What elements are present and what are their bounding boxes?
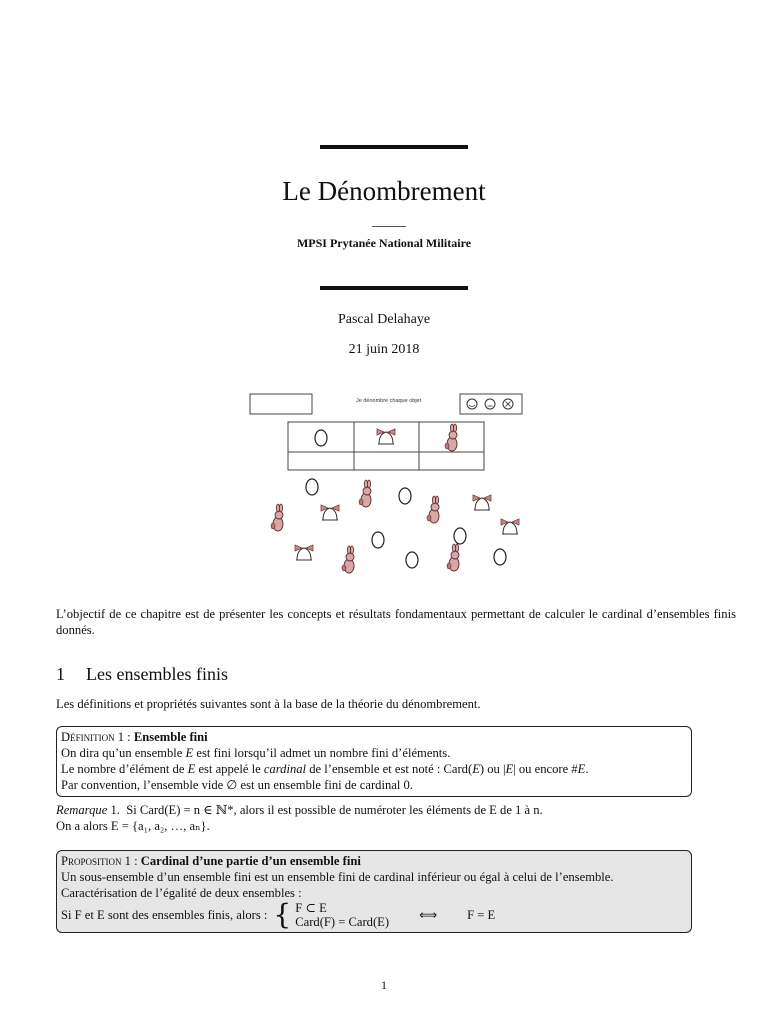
worksheet-illustration	[246, 390, 536, 586]
definition-line-3: Par convention, l’ensemble vide ∅ est un ensemble fini de cardinal 0.	[61, 778, 413, 792]
section-title: Les ensembles finis	[86, 664, 228, 684]
section-number: 1	[56, 664, 65, 684]
worksheet-name-box	[250, 394, 312, 414]
definition-name: Ensemble fini	[133, 730, 208, 744]
title-top-rule	[320, 145, 468, 149]
smiley-sad-icon	[503, 399, 513, 409]
remark-line-2: On a alors E = {a₁, a₂, …, aₙ}.	[56, 819, 210, 833]
equation-system: F ⊂ E Card(F) = Card(E)	[295, 901, 390, 929]
author: Pascal Delahaye	[337, 312, 431, 327]
remark-label: Remarque	[56, 803, 108, 817]
smiley-happy-icon	[467, 399, 477, 409]
rabbit-icon	[445, 424, 457, 451]
object-rabbit	[447, 544, 459, 571]
intro-paragraph: L’objectif de ce chapitre est de présenter les concepts et résultats fondamentaux permettant de calculer le cardinal d’ensembles finis donnés.	[56, 607, 736, 637]
object-bell	[501, 519, 519, 534]
smiley-neutral-icon	[485, 399, 495, 409]
proposition-name: Cardinal d’une partie d’un ensemble fini	[140, 854, 361, 868]
proposition-characterisation: Si F et E sont des ensembles finis, alors : { F ⊂ E Card(F) = Card(E) ⟺ F = E	[61, 898, 496, 931]
object-bell	[473, 495, 491, 510]
definition-line-2: Le nombre d’élément de E est appelé le cardinal de l’ensemble et est noté : Card(E) ou |E| ou encore #E.	[61, 762, 589, 776]
object-rabbit	[271, 504, 283, 531]
title-separator	[372, 226, 406, 227]
remark	[56, 802, 543, 834]
title-bottom-rule	[320, 286, 468, 290]
section-intro: Les définitions et propriétés suivantes sont à la base de la théorie du dénombrement.	[56, 697, 481, 711]
proposition-header	[61, 853, 689, 869]
page-number: 1	[381, 978, 387, 992]
section-heading	[56, 664, 228, 685]
object-egg	[454, 528, 466, 544]
object-egg	[306, 479, 318, 495]
object-egg	[494, 549, 506, 565]
proposition-line-1: Un sous-ensemble d’un ensemble fini est un ensemble fini de cardinal inférieur ou égal à celui de l’ensemble.	[61, 870, 614, 884]
egg-icon	[315, 430, 327, 446]
definition-header	[61, 729, 689, 745]
proposition-label: Proposition 1 :	[61, 854, 138, 868]
remark-line-1: Remarque 1. Si Card(E) = n ∈ ℕ*, alors il est possible de numéroter les éléments de E de 1 à n.	[56, 803, 543, 817]
object-rabbit	[427, 496, 439, 523]
proposition-box	[56, 850, 692, 933]
object-egg	[406, 552, 418, 568]
bell-icon	[377, 429, 395, 444]
left-brace: {	[273, 898, 292, 931]
object-rabbit	[342, 546, 354, 573]
proposition-result: F = E	[467, 908, 496, 922]
proposition-line-2: Caractérisation de l’égalité de deux ensembles :	[61, 886, 302, 900]
object-bell	[295, 545, 313, 560]
object-bell	[321, 505, 339, 520]
definition-label: Définition 1 :	[61, 730, 131, 744]
object-rabbit	[359, 480, 371, 507]
equivalence-symbol: ⟺	[419, 907, 438, 922]
object-egg	[372, 532, 384, 548]
object-egg	[399, 488, 411, 504]
page-title: Le Dénombrement	[282, 176, 486, 206]
definition-box	[56, 726, 692, 797]
worksheet-instruction: Je dénombre chaque objet	[356, 398, 422, 404]
definition-line-1: On dira qu’un ensemble E est fini lorsqu’il admet un nombre fini d’éléments.	[61, 746, 451, 760]
page-subtitle: MPSI Prytanée National Militaire	[296, 236, 472, 250]
date: 21 juin 2018	[348, 342, 420, 357]
